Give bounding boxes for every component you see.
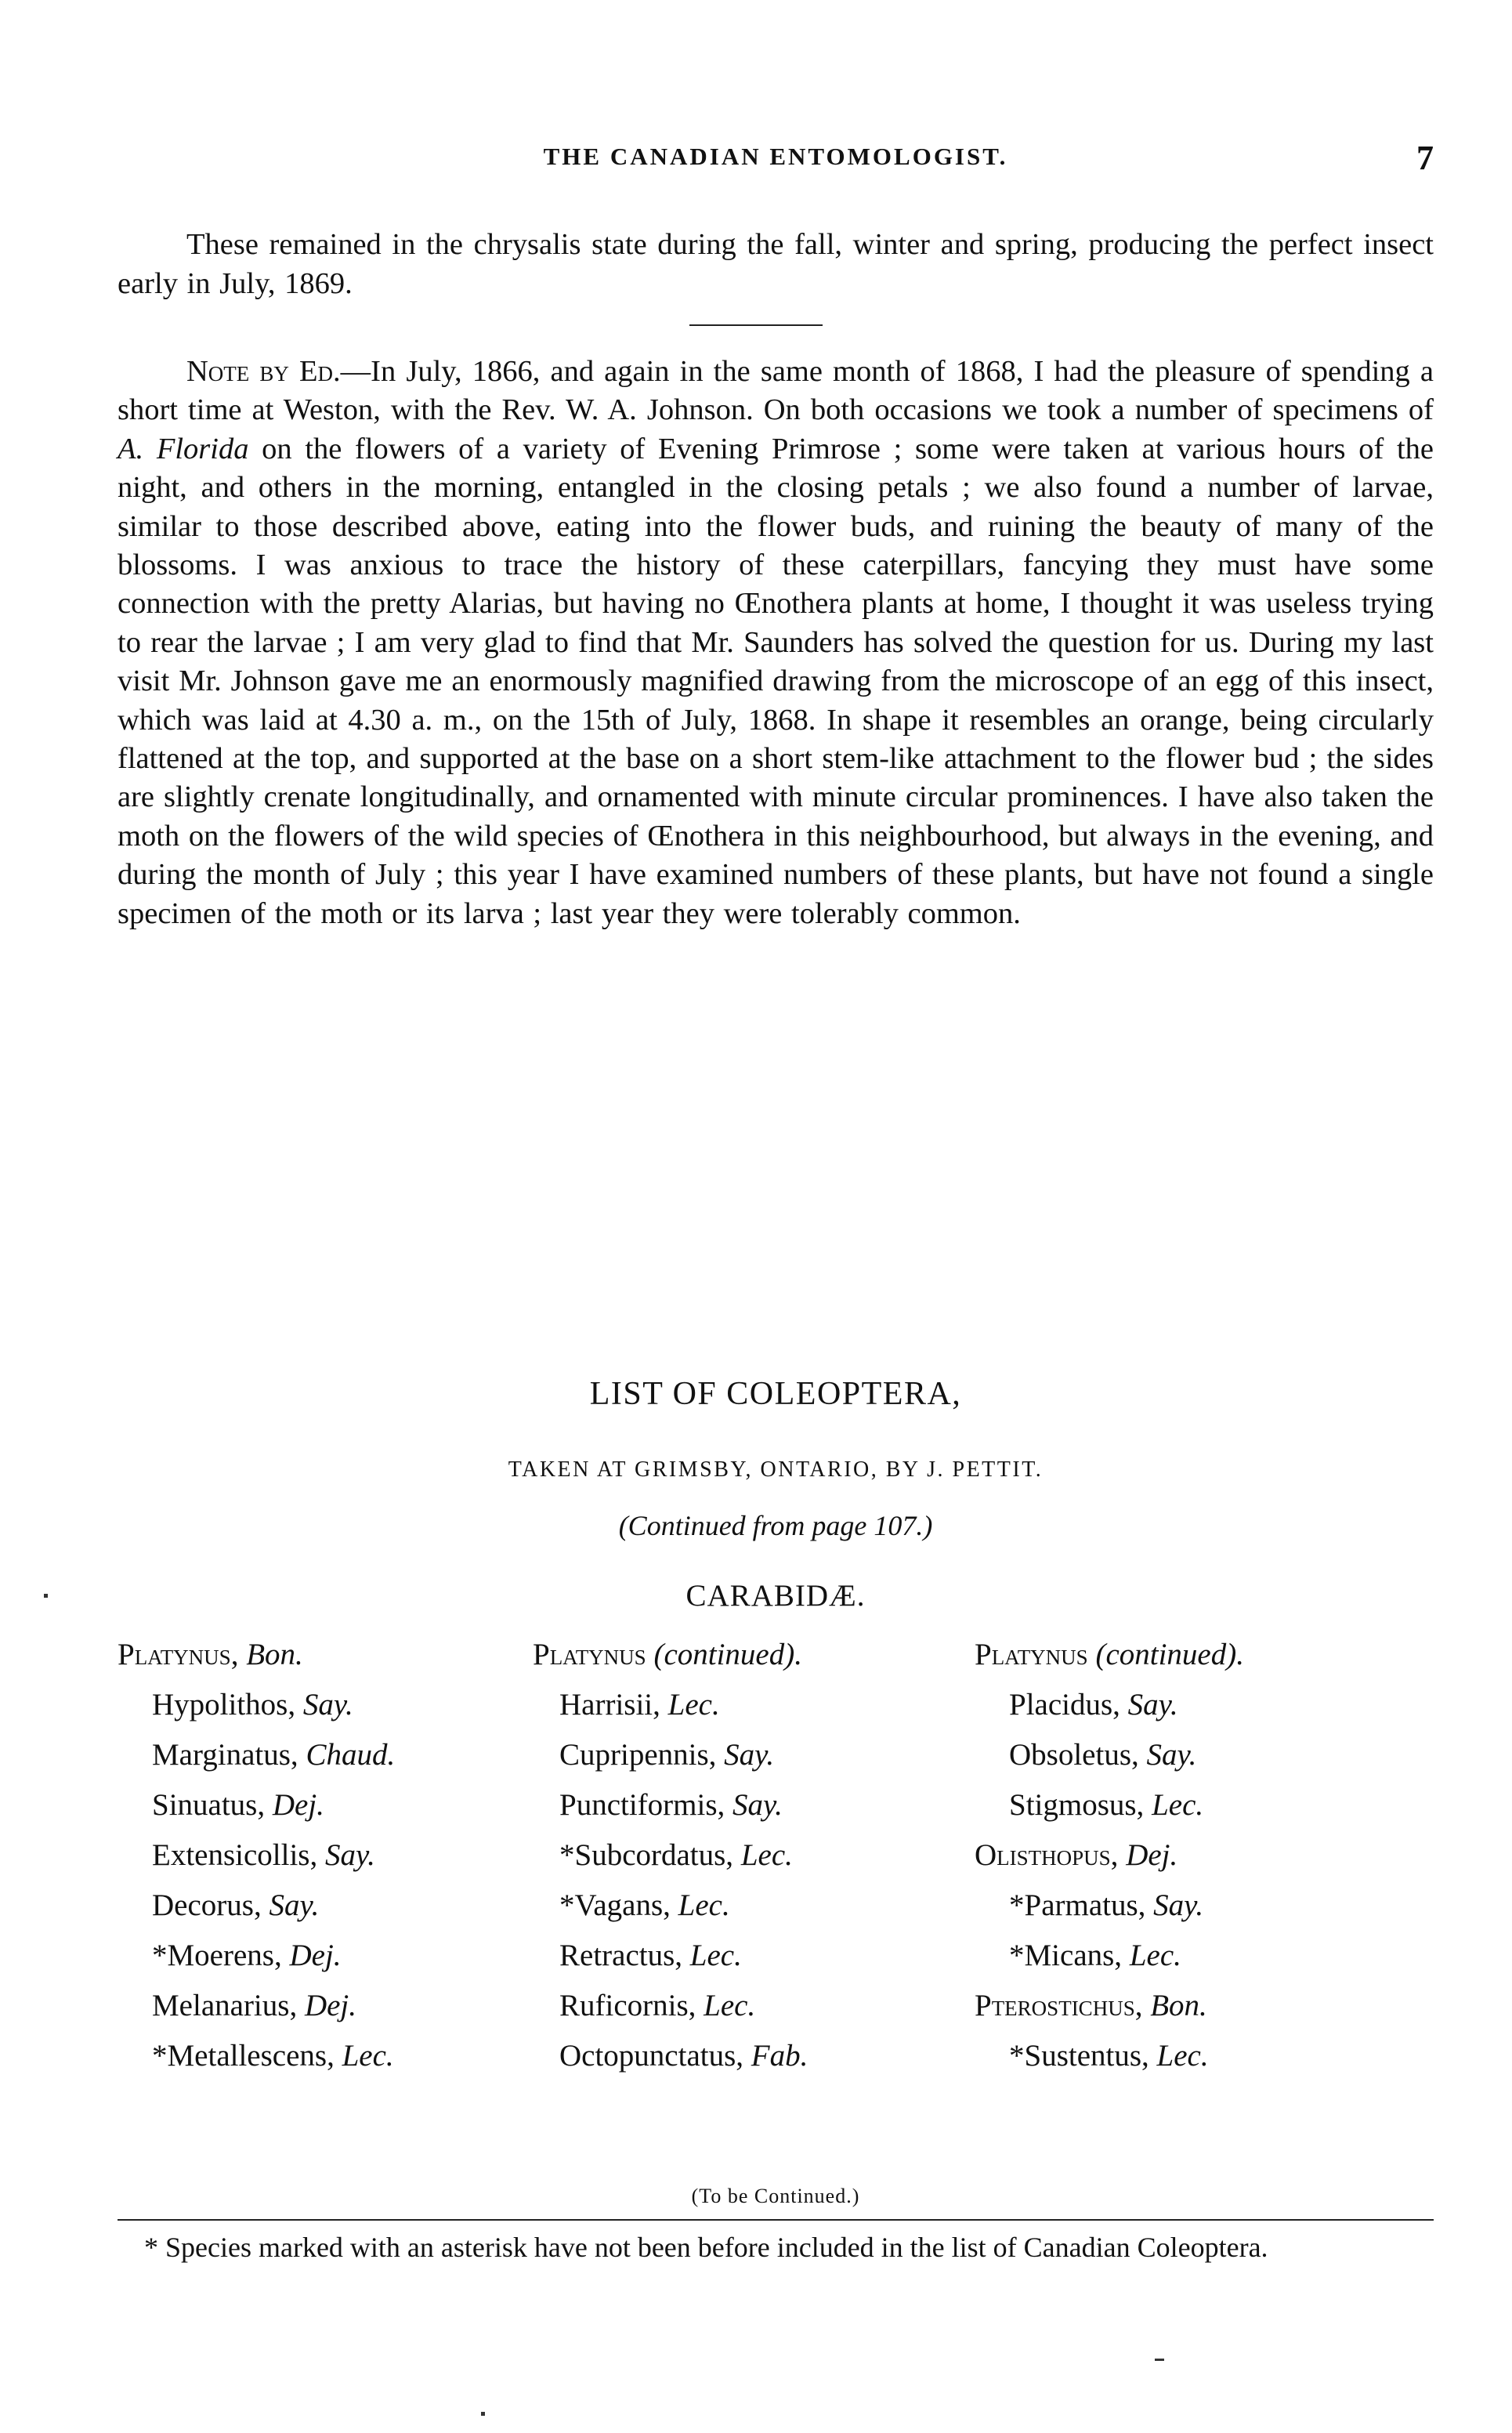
species-entry: [118, 1780, 395, 1830]
species-name: *Parmatus,: [1009, 1888, 1146, 1922]
species-name: Hypolithos,: [152, 1688, 296, 1722]
species-name: *Vagans,: [559, 1888, 671, 1922]
editor-note: [118, 353, 1434, 933]
species-name: Melanarius,: [152, 1989, 298, 2022]
margin-dot: [44, 1594, 48, 1598]
author-abbreviation: Lec.: [342, 2039, 394, 2073]
species-entry: [975, 1780, 1244, 1830]
species-name: Decorus,: [152, 1888, 262, 1922]
species-name: *Moerens,: [152, 1939, 282, 1972]
species-entry: [975, 1931, 1244, 1981]
species-name: *Subcordatus,: [559, 1838, 734, 1872]
author-abbreviation: Chaud.: [306, 1738, 396, 1772]
species-entry: [533, 1931, 808, 1981]
author-abbreviation: Lec.: [1156, 2039, 1209, 2073]
species-name: *Micans,: [1009, 1939, 1123, 1972]
author-abbreviation: Lec.: [689, 1939, 742, 1972]
genus-name: Pterostichus,: [975, 1989, 1143, 2022]
running-title: THE CANADIAN ENTOMOLOGIST.: [543, 143, 1008, 170]
footnote: * Species marked with an asterisk have not been before included in the list of Canadian Coleoptera.: [144, 2232, 1268, 2263]
author-abbreviation: Bon.: [246, 1638, 303, 1671]
genus-name: Platynus: [975, 1638, 1088, 1671]
editor-note-label: Note by Ed.: [186, 355, 341, 388]
author-abbreviation: Bon.: [1150, 1989, 1207, 2022]
species-entry: [533, 1881, 808, 1931]
genus-entry: [975, 1630, 1244, 1680]
species-entry: [533, 2031, 808, 2081]
author-abbreviation: Lec.: [667, 1688, 720, 1722]
author-abbreviation: Lec.: [1152, 1788, 1204, 1822]
species-name: Obsoletus,: [1009, 1738, 1139, 1772]
species-name: Harrisii,: [559, 1688, 660, 1722]
species-name: *Sustentus,: [1009, 2039, 1149, 2073]
section-divider: [689, 324, 823, 326]
species-column-1: [118, 1630, 395, 2081]
species-name: Stigmosus,: [1009, 1788, 1145, 1822]
author-abbreviation: Say.: [302, 1688, 353, 1722]
species-entry: [118, 1680, 395, 1730]
species-entry: [118, 1881, 395, 1931]
species-name: Punctiformis,: [559, 1788, 725, 1822]
species-entry: [975, 1730, 1244, 1780]
editor-note-body: on the flowers of a variety of Evening Primrose ; some were taken at various hours of the night, and others in the morning, entangled in the closing petals ; we also found a number of larvae, similar to those described above, eating into the flower buds, and ruining the beauty of many of the blossoms. I was anxious to trace the history of these caterpillars, fancying they must have some connection with the pretty Alarias, but having no Œnothera plants at home, I thought it was useless trying to rear the larvae ; I am very glad to find that Mr. Saunders has solved the question for us. During my last visit Mr. Johnson gave me an enormously magnified drawing from the microscope of an egg of this insect, which was laid at 4.30 a. m., on the 15th of July, 1868. In shape it resembles an orange, being circularly flattened at the top, and supported at the base on a short stem-like attachment to the flower bud ; the sides are slightly crenate longitudinally, and ornamented with minute circular prominences. I have also taken the moth on the flowers of the wild species of Œnothera in this neighbourhood, but always in the evening, and during the month of July ; this year I have examined numbers of these plants, but have not found a single specimen of the moth or its larva ; last year they were tolerably common.: [118, 432, 1434, 930]
author-abbreviation: (continued).: [1095, 1638, 1244, 1671]
species-entry: [533, 1830, 808, 1881]
author-abbreviation: Lec.: [740, 1838, 793, 1872]
genus-entry: [533, 1630, 808, 1680]
author-abbreviation: Dej.: [1126, 1838, 1178, 1872]
genus-name: Olisthopus,: [975, 1838, 1119, 1872]
list-title: LIST OF COLEOPTERA,: [589, 1376, 962, 1412]
author-abbreviation: Say.: [732, 1788, 783, 1822]
species-name: Placidus,: [1009, 1688, 1120, 1722]
author-abbreviation: Say.: [269, 1888, 320, 1922]
species-entry: [975, 1680, 1244, 1730]
list-byline: TAKEN AT GRIMSBY, ONTARIO, BY J. PETTIT.: [508, 1457, 1044, 1482]
species-column-3: [975, 1630, 1244, 2081]
species-entry: [118, 1981, 395, 2031]
species-entry: [533, 1730, 808, 1780]
species-entry: [533, 1780, 808, 1830]
author-abbreviation: Say.: [1153, 1888, 1204, 1922]
margin-dot: [481, 2412, 485, 2416]
author-abbreviation: Lec.: [678, 1888, 730, 1922]
author-abbreviation: Say.: [1127, 1688, 1178, 1722]
species-entry: [533, 1680, 808, 1730]
species-entry: [118, 1730, 395, 1780]
running-head: [118, 139, 1434, 182]
species-name: Ruficornis,: [559, 1989, 696, 2022]
editor-note-species: A. Florida: [118, 432, 249, 465]
species-entry: [118, 1830, 395, 1881]
species-entry: [975, 2031, 1244, 2081]
author-abbreviation: Dej.: [289, 1939, 342, 1972]
author-abbreviation: Dej.: [304, 1989, 357, 2022]
genus-name: Platynus: [533, 1638, 646, 1671]
author-abbreviation: Say.: [724, 1738, 775, 1772]
family-heading: CARABIDÆ.: [685, 1579, 866, 1613]
species-name: Retractus,: [559, 1939, 683, 1972]
genus-entry: [118, 1630, 395, 1680]
species-entry: [118, 2031, 395, 2081]
page-number: 7: [1416, 139, 1434, 177]
genus-entry: [975, 1830, 1244, 1881]
author-abbreviation: (continued).: [653, 1638, 802, 1671]
species-column-2: [533, 1630, 808, 2081]
species-name: Octopunctatus,: [559, 2039, 744, 2073]
footnote-rule: [118, 2219, 1434, 2221]
species-name: Cupripennis,: [559, 1738, 717, 1772]
margin-dash: [1155, 2359, 1164, 2361]
list-continued-note: (Continued from page 107.): [618, 1510, 933, 1541]
species-entry: [975, 1881, 1244, 1931]
species-name: Marginatus,: [152, 1738, 298, 1772]
species-entry: [118, 1931, 395, 1981]
to-be-continued: (To be Continued.): [691, 2185, 860, 2207]
paragraph-chrysalis: These remained in the chrysalis state during the fall, winter and spring, producing the perfect insect early in July, 1869.: [118, 228, 1434, 300]
species-name: Extensicollis,: [152, 1838, 318, 1872]
genus-entry: [975, 1981, 1244, 2031]
species-name: *Metallescens,: [152, 2039, 335, 2073]
author-abbreviation: Say.: [324, 1838, 375, 1872]
genus-name: Platynus,: [118, 1638, 239, 1671]
author-abbreviation: Dej.: [272, 1788, 324, 1822]
author-abbreviation: Fab.: [751, 2039, 808, 2073]
species-name: Sinuatus,: [152, 1788, 266, 1822]
editor-note-lead: —In July, 1866, and again in the same month of 1868, I had the pleasure of spending a short time at Weston, with the Rev. W. A. Johnson. On both occasions we took a number of specimens of: [118, 355, 1434, 427]
author-abbreviation: Lec.: [704, 1989, 756, 2022]
author-abbreviation: Say.: [1146, 1738, 1197, 1772]
author-abbreviation: Lec.: [1129, 1939, 1181, 1972]
species-entry: [533, 1981, 808, 2031]
